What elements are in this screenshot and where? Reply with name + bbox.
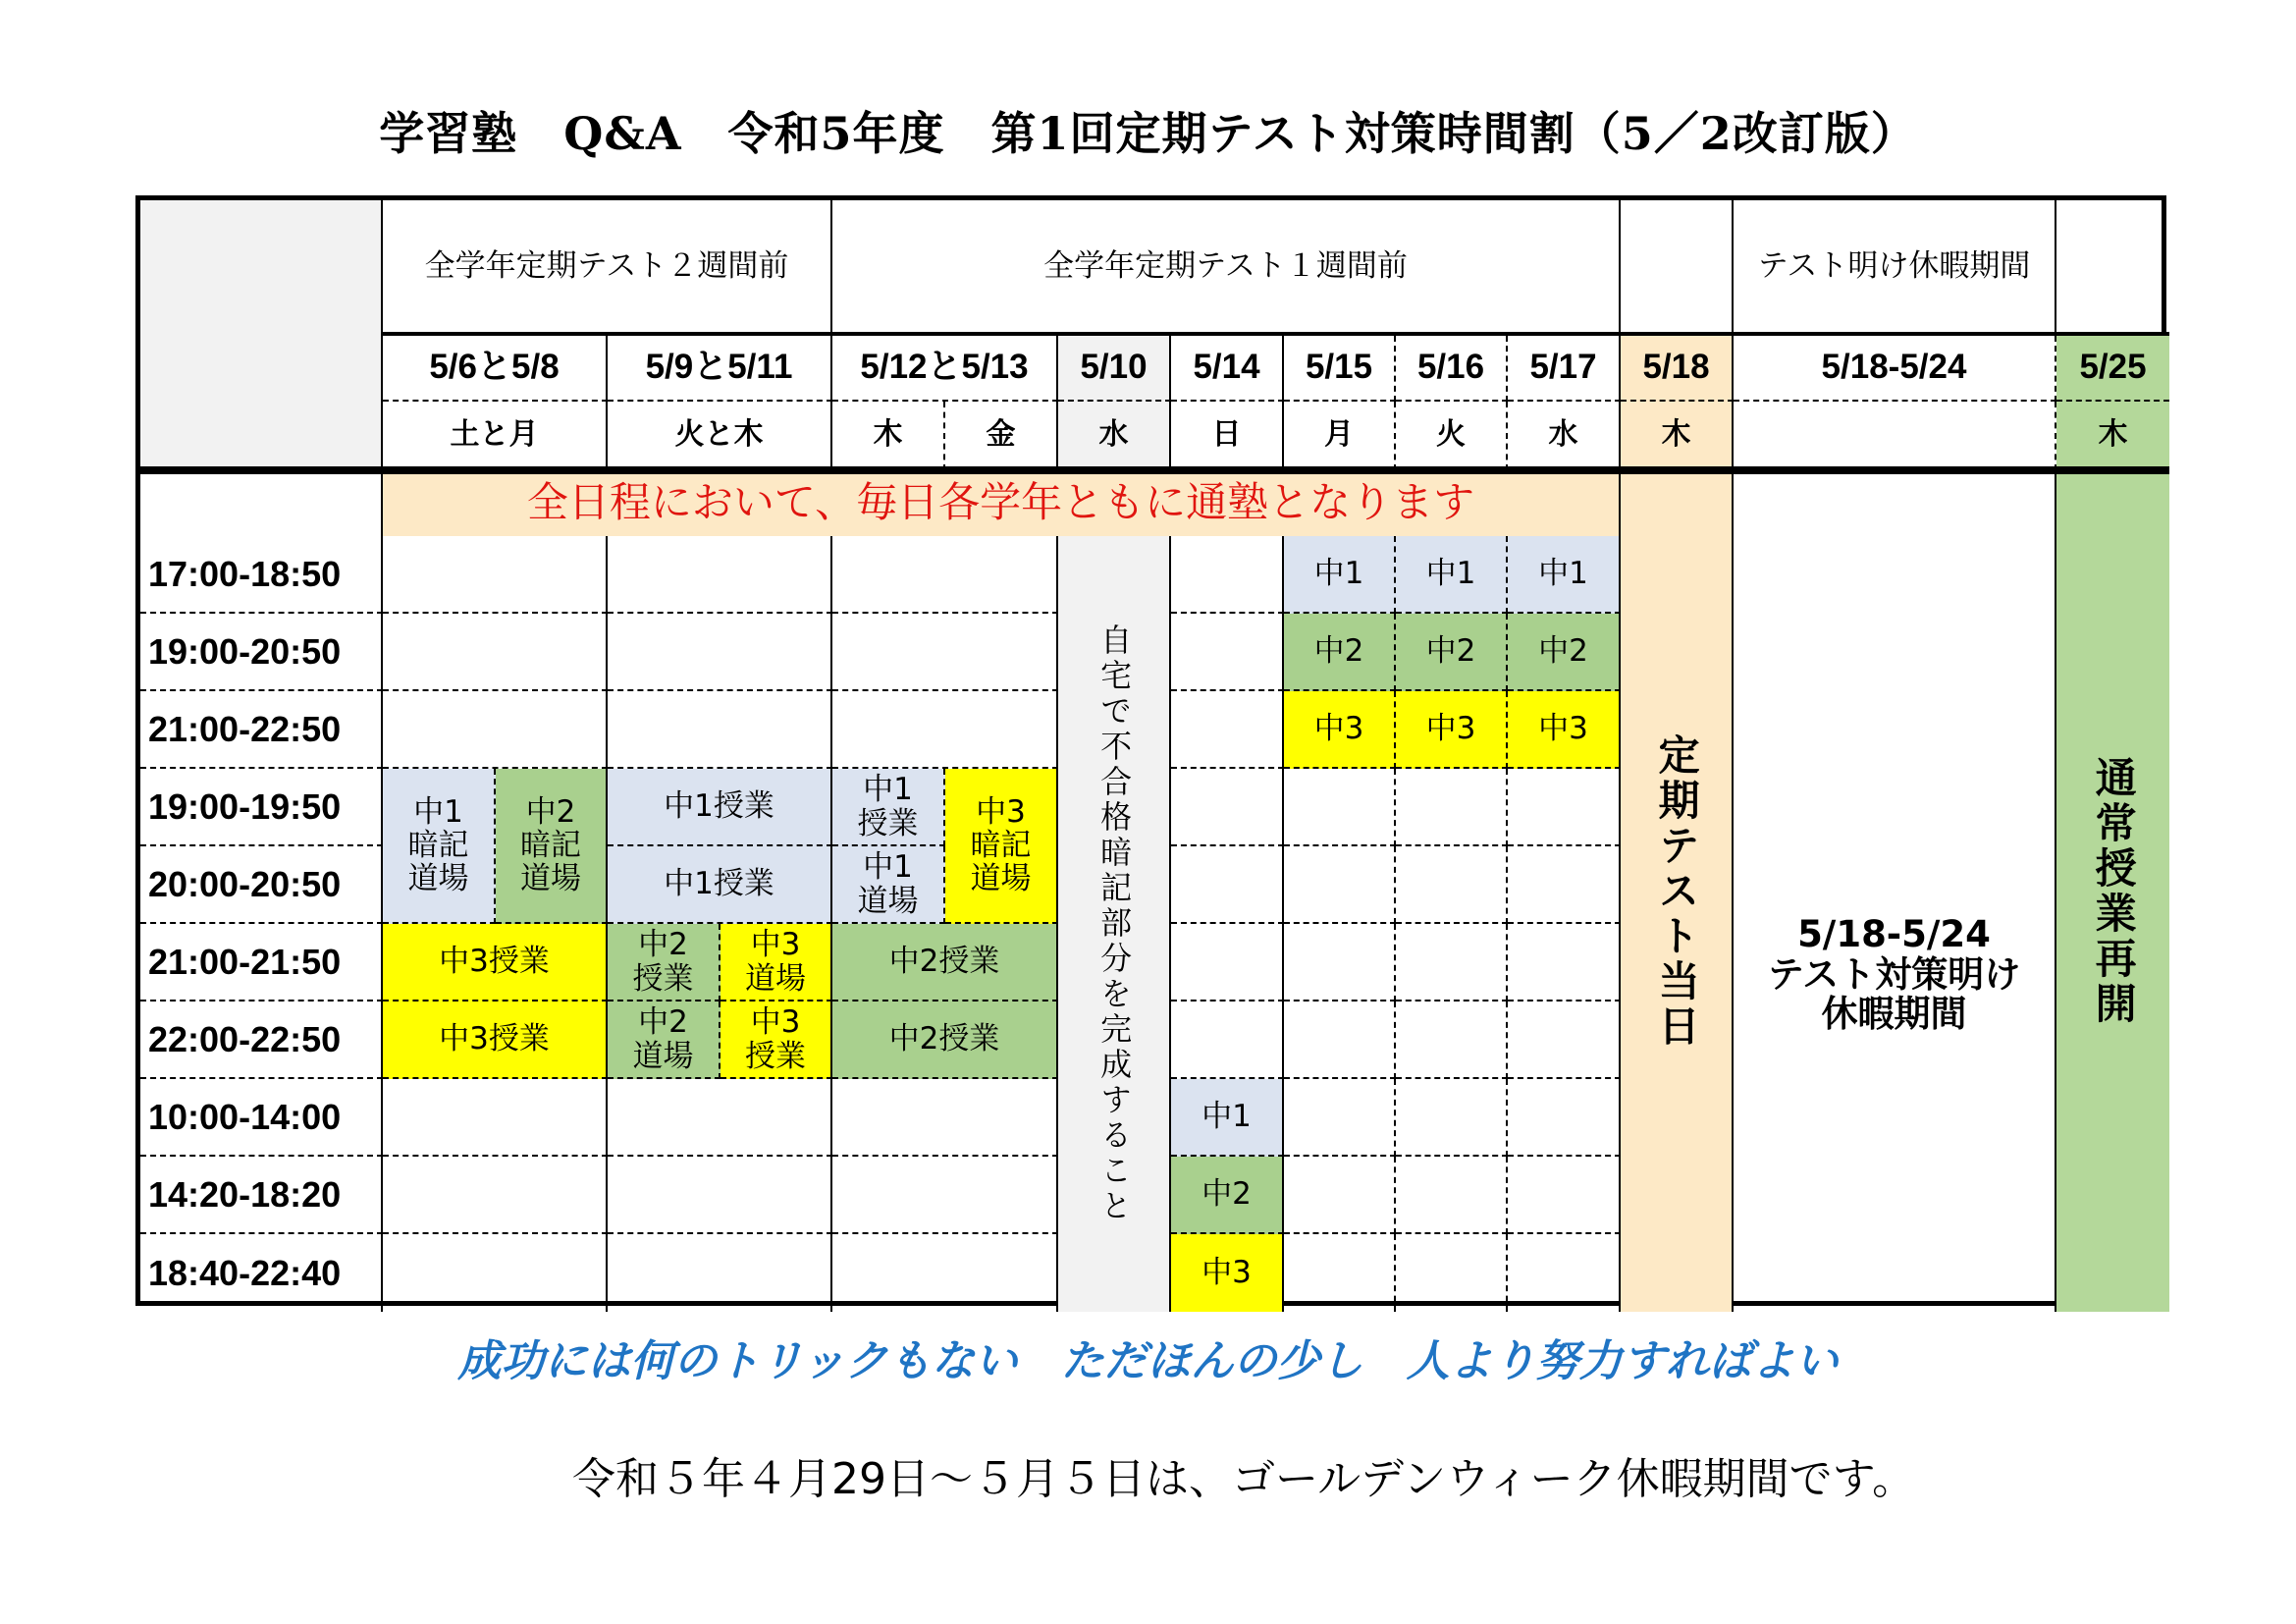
cell-c2-class-1: 中2授業 <box>832 924 1058 1001</box>
cell-empty <box>1171 1001 1284 1079</box>
cell-empty <box>832 1079 1058 1157</box>
footer-note: 令和５年４月29日～５月５日は、ゴールデンウィーク休暇期間です。 <box>572 1454 1916 1504</box>
date-col-1: 5/6と5/8 <box>383 336 608 402</box>
cell-c2-class-short: 中2 授業 <box>608 924 721 1001</box>
weekday-col-3: 木 <box>832 402 945 470</box>
cell-empty <box>383 614 608 691</box>
group-empty-5-25 <box>2056 200 2169 336</box>
cell-empty <box>1284 1001 1396 1079</box>
time-slot-4: 19:00-19:50 <box>140 769 383 846</box>
cell-c1-class-1: 中1授業 <box>608 769 832 846</box>
time-slot-2: 19:00-20:50 <box>140 614 383 691</box>
cell-empty <box>1396 924 1508 1001</box>
cell-empty <box>1396 846 1508 924</box>
cell-empty <box>832 691 1058 769</box>
date-col-10: 5/18-5/24 <box>1734 336 2056 402</box>
cell-empty <box>608 536 832 614</box>
cell-empty <box>1508 846 1621 924</box>
group-after-test: テスト明け休暇期間 <box>1734 200 2056 336</box>
weekday-col-10: 木 <box>1621 402 1734 470</box>
cell-c1-5-15: 中1 <box>1284 536 1396 614</box>
date-col-7: 5/16 <box>1396 336 1508 402</box>
group-empty-5-18 <box>1621 200 1734 336</box>
schedule-table <box>135 195 2166 1306</box>
time-slot-1: 17:00-18:50 <box>140 536 383 614</box>
group-two-weeks: 全学年定期テスト２週間前 <box>383 200 832 336</box>
cell-empty <box>608 691 832 769</box>
date-col-5: 5/14 <box>1171 336 1284 402</box>
cell-empty <box>383 1234 608 1312</box>
cell-c1-5-16: 中1 <box>1396 536 1508 614</box>
cell-empty <box>383 1079 608 1157</box>
test-day-column <box>1621 470 1734 1312</box>
corner-cell <box>140 200 383 470</box>
cell-c3-class-2: 中3授業 <box>383 1001 608 1079</box>
time-slot-3: 21:00-22:50 <box>140 691 383 769</box>
date-col-3: 5/12と5/13 <box>832 336 1058 402</box>
weekday-col-5: 水 <box>1058 402 1171 470</box>
weekday-col-4: 金 <box>945 402 1058 470</box>
cell-empty <box>1508 924 1621 1001</box>
resume-label: 通常授業再開 <box>2089 755 2138 1027</box>
cell-empty <box>383 1157 608 1234</box>
cell-empty <box>608 1079 832 1157</box>
cell-c3-memo-dojo: 中3 暗記 道場 <box>945 769 1058 924</box>
cell-empty <box>1396 1234 1508 1312</box>
group-one-week: 全学年定期テスト１週間前 <box>832 200 1621 336</box>
cell-empty <box>1284 1157 1396 1234</box>
cell-empty <box>1396 1157 1508 1234</box>
time-slot-7: 22:00-22:50 <box>140 1001 383 1079</box>
date-col-9: 5/18 <box>1621 336 1734 402</box>
cell-empty <box>383 536 608 614</box>
cell-empty <box>1171 536 1284 614</box>
cell-c1-memo-dojo: 中1 暗記 道場 <box>383 769 496 924</box>
home-study-column <box>1058 536 1171 1312</box>
test-day-label: 定期テスト当日 <box>1652 732 1701 1050</box>
cell-c2-dojo-short: 中2 道場 <box>608 1001 721 1079</box>
date-col-11: 5/25 <box>2056 336 2169 402</box>
weekday-col-9: 水 <box>1508 402 1621 470</box>
cell-empty <box>1396 1079 1508 1157</box>
slogan: 成功には何のトリックもない ただほんの少し 人より努力すればよい <box>457 1336 1839 1386</box>
cell-empty <box>1284 846 1396 924</box>
cell-empty <box>1508 1157 1621 1234</box>
cell-empty <box>608 1234 832 1312</box>
cell-c1-5-14: 中1 <box>1171 1079 1284 1157</box>
cell-empty <box>1508 1079 1621 1157</box>
date-col-8: 5/17 <box>1508 336 1621 402</box>
time-slot-9: 14:20-18:20 <box>140 1157 383 1234</box>
resume-column <box>2056 470 2169 1312</box>
page-title: 学習塾 Q&A 令和5年度 第1回定期テスト対策時間割（5／2改訂版） <box>379 107 1917 160</box>
time-slot-10: 18:40-22:40 <box>140 1234 383 1312</box>
cell-empty <box>1171 769 1284 846</box>
date-col-2: 5/9と5/11 <box>608 336 832 402</box>
weekday-col-1: 土と月 <box>383 402 608 470</box>
cell-c3-5-17: 中3 <box>1508 691 1621 769</box>
break-column-top <box>1734 470 2056 846</box>
cell-empty <box>1508 1234 1621 1312</box>
weekday-col-8: 火 <box>1396 402 1508 470</box>
cell-c1-5-17: 中1 <box>1508 536 1621 614</box>
weekday-col-6: 日 <box>1171 402 1284 470</box>
cell-c2-5-17: 中2 <box>1508 614 1621 691</box>
cell-c3-class-1: 中3授業 <box>383 924 608 1001</box>
notice-left-blank <box>140 470 383 536</box>
home-study-label: 自宅で不合格暗記部分を完成すること <box>1095 623 1134 1224</box>
time-slot-8: 10:00-14:00 <box>140 1079 383 1157</box>
time-slot-6: 21:00-21:50 <box>140 924 383 1001</box>
cell-c1-dojo-short: 中1 道場 <box>832 846 945 924</box>
cell-empty <box>1284 924 1396 1001</box>
cell-c1-class-2: 中1授業 <box>608 846 832 924</box>
cell-c3-class-short: 中3 授業 <box>721 1001 832 1079</box>
cell-empty <box>1171 691 1284 769</box>
cell-empty <box>832 1234 1058 1312</box>
weekday-col-11 <box>1734 402 2056 470</box>
cell-c2-memo-dojo: 中2 暗記 道場 <box>496 769 608 924</box>
cell-empty <box>1284 1234 1396 1312</box>
cell-empty <box>1508 1001 1621 1079</box>
cell-empty <box>1396 769 1508 846</box>
cell-c2-class-2: 中2授業 <box>832 1001 1058 1079</box>
cell-empty <box>1396 1001 1508 1079</box>
cell-c2-5-15: 中2 <box>1284 614 1396 691</box>
time-slot-5: 20:00-20:50 <box>140 846 383 924</box>
cell-empty <box>608 614 832 691</box>
cell-c1-class-short: 中1 授業 <box>832 769 945 846</box>
cell-c3-dojo-short: 中3 道場 <box>721 924 832 1001</box>
cell-empty <box>1171 924 1284 1001</box>
weekday-col-12: 木 <box>2056 402 2169 470</box>
cell-c3-5-15: 中3 <box>1284 691 1396 769</box>
date-col-6: 5/15 <box>1284 336 1396 402</box>
cell-empty <box>1508 769 1621 846</box>
cell-empty <box>383 691 608 769</box>
cell-empty <box>1171 614 1284 691</box>
notice-banner: 全日程において、毎日各学年ともに通塾となります <box>383 470 1621 536</box>
cell-empty <box>832 1157 1058 1234</box>
cell-empty <box>832 536 1058 614</box>
cell-c2-5-16: 中2 <box>1396 614 1508 691</box>
weekday-col-7: 月 <box>1284 402 1396 470</box>
cell-c3-5-14: 中3 <box>1171 1234 1284 1312</box>
cell-empty <box>832 614 1058 691</box>
cell-empty <box>1284 1079 1396 1157</box>
date-col-4: 5/10 <box>1058 336 1171 402</box>
cell-empty <box>1284 769 1396 846</box>
cell-c3-5-16: 中3 <box>1396 691 1508 769</box>
weekday-col-2: 火と木 <box>608 402 832 470</box>
cell-c2-5-14: 中2 <box>1171 1157 1284 1234</box>
cell-empty <box>608 1157 832 1234</box>
cell-empty <box>1171 846 1284 924</box>
break-block: 5/18-5/24 テスト対策明け 休暇期間 <box>1734 846 2056 1312</box>
